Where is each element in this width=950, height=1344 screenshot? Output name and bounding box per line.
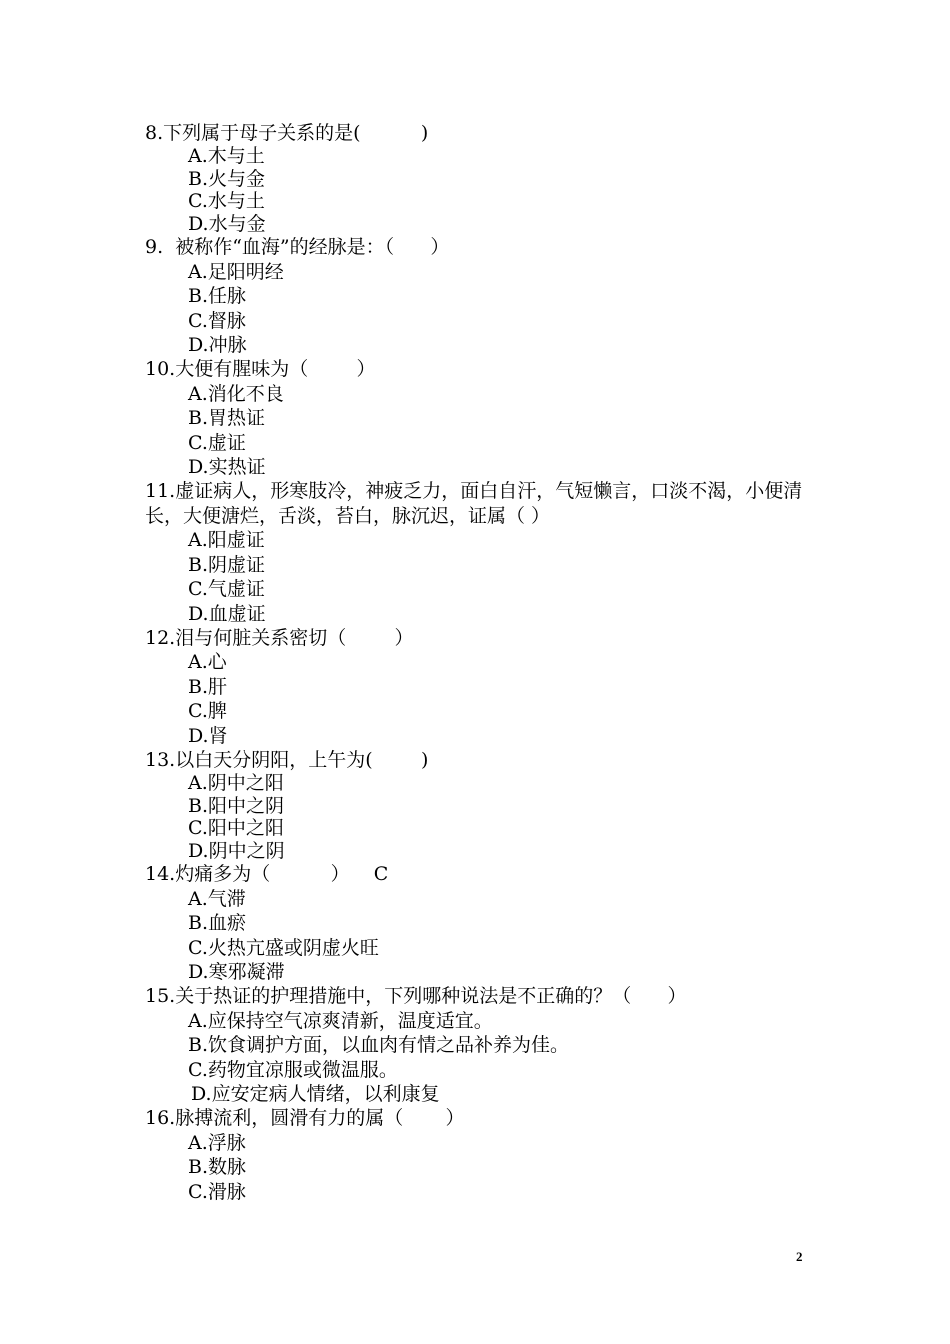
option-d: D.肾 [188,724,228,747]
option-a: A.应保持空气凉爽清新，温度适宜。 [188,1009,493,1032]
option-c: C.脾 [188,700,227,723]
question-stem: 14.灼痛多为（ ） C [145,863,389,886]
option-b: B.阳中之阴 [188,794,285,817]
option-c: C.气虚证 [188,578,265,601]
question-stem: 9. 被称作“血海”的经脉是：（ ） [145,236,450,259]
option-c: C.火热亢盛或阴虚火旺 [188,936,379,959]
question-stem: 13.以白天分阴阳，上午为( ) [145,748,429,771]
option-d: D.血虚证 [188,602,266,625]
option-c: C.阳中之阳 [188,817,284,840]
option-b: B.血瘀 [188,912,247,935]
option-b: B.火与金 [188,167,266,190]
option-c: C.药物宜凉服或微温服。 [188,1058,398,1081]
question-12 [145,626,825,748]
option-d: D.寒邪凝滞 [188,960,285,983]
question-9 [145,235,825,357]
option-a: A.浮脉 [188,1131,246,1154]
question-stem: 10.大便有腥味为（ ） [145,358,376,381]
option-d: D.应安定病人情绪，以利康复 [191,1083,440,1105]
question-8 [145,121,825,235]
option-b: B.阴虚证 [188,553,266,576]
option-a: A.足阳明经 [188,260,284,283]
question-13 [145,748,825,862]
option-b: B.任脉 [188,285,247,308]
question-10 [145,357,825,479]
option-a: A.木与土 [188,145,265,168]
option-b: B.数脉 [188,1156,247,1179]
option-a: A.气滞 [188,887,246,910]
question-stem: 16.脉搏流利，圆滑有力的属（ ） [145,1107,465,1130]
option-a: A.阴中之阳 [188,772,284,795]
question-stem: 15.关于热证的护理措施中，下列哪种说法是不正确的？（ ） [145,985,687,1008]
option-b: B.肝 [188,675,228,698]
option-c: C.滑脉 [188,1180,246,1203]
question-stem: 8.下列属于母子关系的是( ) [145,122,429,144]
option-a: A.阳虚证 [188,529,265,552]
option-d: D.实热证 [188,456,266,479]
question-11 [145,479,825,625]
question-stem: 12.泪与何脏关系密切（ ） [145,626,414,649]
question-15 [145,984,825,1106]
question-16 [145,1106,825,1204]
option-d: D.水与金 [188,212,266,235]
question-list [145,121,825,1204]
option-b: B.胃热证 [188,407,266,430]
page-number: 2 [796,1249,803,1264]
option-d: D.阴中之阴 [188,839,285,862]
option-b: B.饮食调护方面，以血肉有情之品补养为佳。 [188,1034,570,1057]
option-c: C.虚证 [188,431,246,454]
option-a: A.心 [188,651,227,674]
option-c: C.督脉 [188,309,246,332]
option-a: A.消化不良 [188,382,284,405]
option-d: D.冲脉 [188,334,247,357]
option-c: C.水与土 [188,190,265,213]
question-stem: 11.虚证病人，形寒肢冷，神疲乏力，面白自汗，气短懒言，口淡不渴，小便清长，大便溏烂，舌淡，苔白，脉沉迟，证属（ ） [145,480,803,527]
question-14 [145,862,825,984]
